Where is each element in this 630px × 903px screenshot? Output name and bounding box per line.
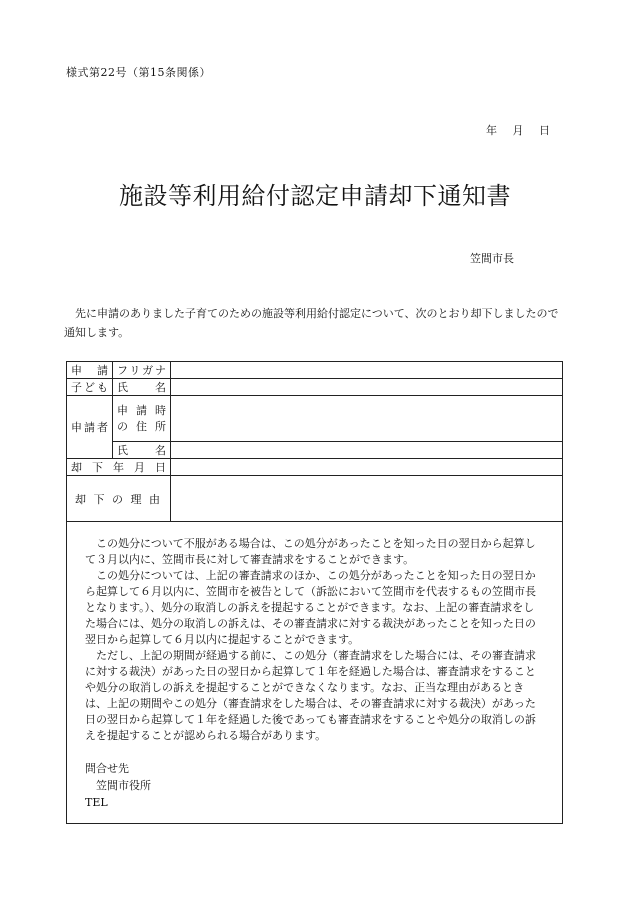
- applicant-name-label: 氏 名: [113, 442, 171, 459]
- notice-block: [67, 522, 562, 823]
- applicant-child-label-line2: 子ども: [67, 379, 113, 396]
- notice-cell: [67, 522, 563, 824]
- intro-text: 先に申請のありました子育てのための施設等利用給付認定について、次のとおり却下しましたので通知します。: [64, 307, 559, 339]
- form-number: 様式第22号（第15条関係）: [66, 66, 211, 79]
- address-label-line2: の 住 所: [117, 419, 166, 433]
- furigana-row: [67, 362, 563, 379]
- contact-office: 笠間市役所: [96, 779, 151, 792]
- child-name-value: [171, 379, 563, 396]
- child-name-row: [67, 379, 563, 396]
- furigana-value: [171, 362, 563, 379]
- rejection-date-row: [67, 459, 563, 476]
- rejection-date-label: 却下年月日: [67, 459, 171, 476]
- rejection-date-value: [171, 459, 563, 476]
- application-table: [66, 361, 563, 824]
- notice-paragraph-2: この処分については、上記の審査請求のほか、この処分があったことを知った日の翌日から起算して６月以内に、笠間市を被告として（訴訟において笠間市を代表するもの笠間市長となります。）、処分の取消しの訴えを提起することができます。なお、上記の審査請求をした場合には、処分の取消しの訴えは、その審査請求に対する裁決があったことを知った日の翌日から起算して６月以内に提起することができます。: [85, 569, 536, 646]
- address-label: [113, 396, 171, 442]
- contact-tel: TEL: [85, 796, 108, 809]
- document-title: 施設等利用給付認定申請却下通知書: [119, 182, 511, 210]
- furigana-label: フリガナ: [113, 362, 171, 379]
- notice-row: [67, 522, 563, 824]
- rejection-reason-value: [171, 476, 563, 522]
- contact-block: [85, 760, 544, 811]
- address-row: [67, 396, 563, 442]
- child-name-label: 氏 名: [113, 379, 171, 396]
- applicant-name-value: [171, 442, 563, 459]
- applicant-child-label-line1: 申 請: [67, 362, 113, 379]
- notice-paragraph-1: この処分について不服がある場合は、この処分があったことを知った日の翌日から起算して３月以内に、笠間市長に対して審査請求をすることができます。: [85, 537, 536, 566]
- date-line: 年 月 日: [486, 124, 550, 137]
- address-value: [171, 396, 563, 442]
- applicant-label: 申請者: [67, 396, 113, 459]
- applicant-name-row: [67, 442, 563, 459]
- notice-paragraph-3: ただし、上記の期間が経過する前に、この処分（審査請求をした場合には、その審査請求に対する裁決）があった日の翌日から起算して１年を経過した場合は、審査請求をすることや処分の取消しの訴えを提起することができなくなります。なお、正当な理由があるときは、上記の期間やこの処分（審査請求をした場合は、その審査請求に対する裁決）があった日の翌日から起算して１年を経過した後であっても審査請求をすることや処分の取消しの訴えを提起することが認められる場合があります。: [85, 649, 536, 742]
- rejection-reason-row: [67, 476, 563, 522]
- contact-label: 問合せ先: [85, 762, 129, 775]
- rejection-reason-label: 却下の理由: [67, 476, 171, 522]
- address-label-line1: 申 請 時: [117, 403, 166, 417]
- issuer: 笠間市長: [470, 252, 514, 265]
